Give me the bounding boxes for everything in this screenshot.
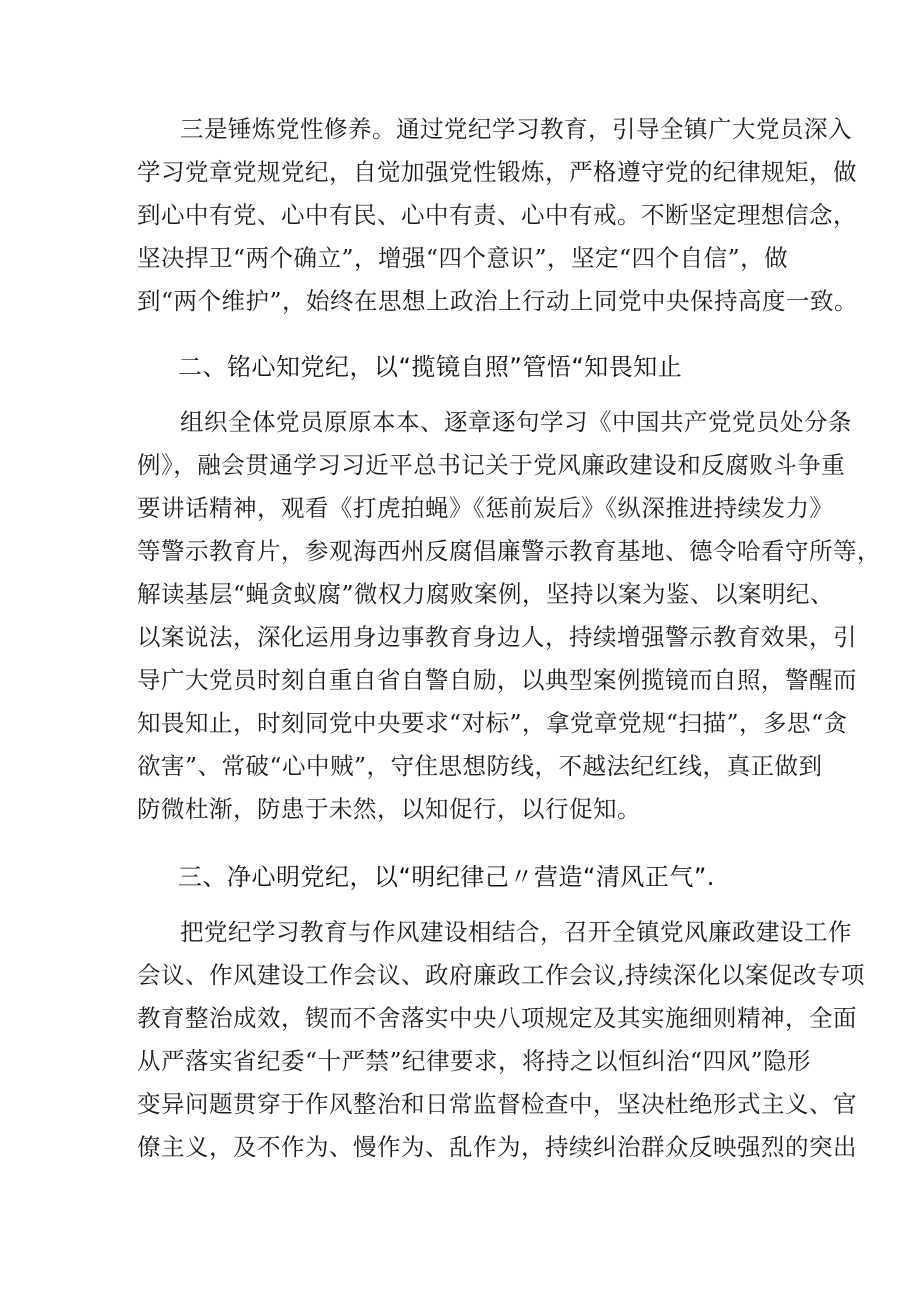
para1-line-2: 学习党章党规党纪，自觉加强党性锻炼，严格遵守党的纪律规矩，做 bbox=[137, 158, 857, 186]
para2-line-4: 等警示教育片，参观海西州反腐倡廉警示教育基地、德令哈看守所等， bbox=[137, 537, 881, 565]
para2-line-6: 以案说法，深化运用身边事教育身边人，持续增强警示教育效果，引 bbox=[137, 623, 857, 651]
para2-line-1: 组织全体党员原原本本、逐章逐句学习《中国共产党党员处分条 bbox=[180, 408, 852, 436]
para3-line-4: 从严落实省纪委“十严禁”纪律要求，将持之以恒纠治“四风”隐形 bbox=[137, 1047, 812, 1075]
para1-line-3: 到心中有党、心中有民、心中有责、心中有戒。不断坚定理想信念， bbox=[137, 201, 857, 229]
para2-line-9: 欲害”、常破“心中贼”，守住思想防线，不越法纪红线，真正做到 bbox=[137, 752, 823, 780]
para2-line-8: 知畏知止，时刻同党中央要求“对标”，拿党章党规“扫描”，多思“贪 bbox=[137, 709, 848, 737]
para1-line-5: 到“两个维护”，始终在思想上政治上行动上同党中央保持高度一致。 bbox=[137, 287, 859, 315]
para2-line-2: 例》，融会贯通学习习近平总书记关于党风廉政建设和反腐败斗争重 bbox=[137, 451, 846, 479]
para2-line-7: 导广大党员时刻自重自省自警自励，以典型案例揽镜而自照，警醒而 bbox=[137, 666, 857, 694]
para2-line-10: 防微杜渐，防患于未然，以知促行，以行促知。 bbox=[137, 795, 641, 823]
para3-line-3: 教育整治成效，锲而不舍落实中央八项规定及其实施细则精神，全面 bbox=[137, 1004, 857, 1032]
para3-line-6: 僚主义，及不作为、慢作为、乱作为，持续纠治群众反映强烈的突出 bbox=[137, 1133, 857, 1161]
para1-line-4: 坚决捍卫“两个确立”，增强“四个意识”，坚定“四个自信”，做 bbox=[137, 244, 789, 272]
para1-line-1: 三是锤炼党性修养。通过党纪学习教育，引导全镇广大党员深入 bbox=[180, 115, 852, 143]
para3-line-1: 把党纪学习教育与作风建设相结合，召开全镇党风廉政建设工作 bbox=[180, 918, 852, 946]
para3-line-2: 会议、作风建设工作会议、政府廉政工作会议,持续深化以案促改专项 bbox=[137, 961, 865, 989]
para3-line-5: 变异问题贯穿于作风整治和日常监督检查中，坚决杜绝形式主义、官 bbox=[137, 1090, 857, 1118]
section-heading-3: 三、净心明党纪，以“明纪律己〃营造“清风正气”. bbox=[178, 863, 715, 891]
para2-line-3: 要讲话精神，观看《打虎拍蝇》《惩前炭后》《纵深推进持续发力》 bbox=[137, 494, 834, 522]
section-heading-2: 二、铭心知党纪，以“揽镜自照”管悟“知畏知止 bbox=[178, 353, 683, 381]
para2-line-5: 解读基层“蝇贪蚁腐”微权力腐败案例，坚持以案为鉴、以案明纪、 bbox=[137, 580, 835, 608]
